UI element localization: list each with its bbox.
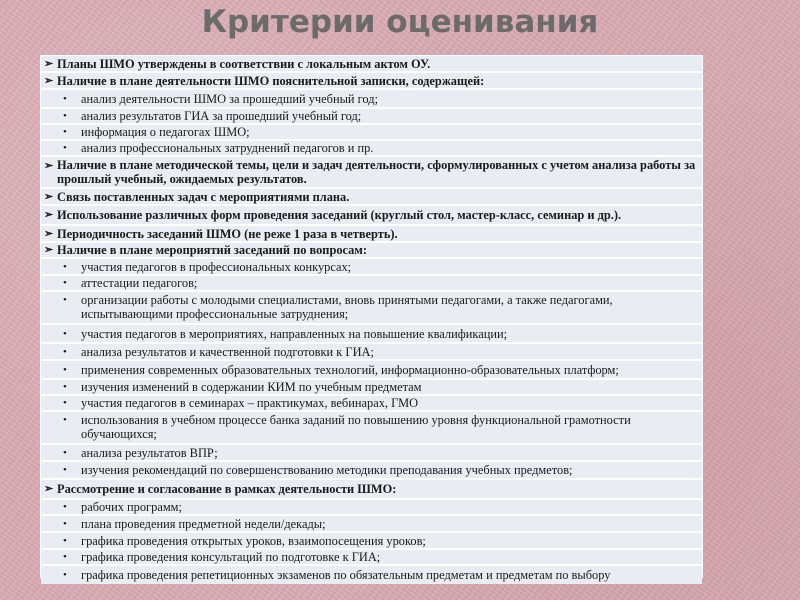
criterion-subitem: • графика проведения открытых уроков, взаимопосещения уроков; xyxy=(41,533,702,550)
arrow-marker-icon: ➢ xyxy=(44,227,54,240)
bullet-icon: • xyxy=(63,92,67,105)
criterion-subitem: • анализ деятельности ШМО за прошедший учебный год; xyxy=(41,90,702,109)
bullet-icon: • xyxy=(63,464,67,476)
arrow-marker-icon: ➢ xyxy=(44,244,54,256)
bullet-icon: • xyxy=(63,569,67,581)
criterion-row: ➢ Связь поставленных задач с мероприятиями плана. xyxy=(41,189,702,206)
bullet-icon: • xyxy=(63,294,67,306)
bullet-icon: • xyxy=(63,551,67,563)
criterion-subitem: • анализ профессиональных затруднений педагогов и пр. xyxy=(41,141,702,157)
criterion-subitem: • изучения изменений в содержании КИМ по учебным предметам xyxy=(41,380,702,396)
arrow-marker-icon: ➢ xyxy=(44,190,54,203)
criterion-row: ➢ Планы ШМО утверждены в соответствии с локальным актом ОУ. xyxy=(41,56,702,73)
bullet-icon: • xyxy=(63,142,67,154)
bullet-icon: • xyxy=(63,501,67,513)
bullet-icon: • xyxy=(63,414,67,426)
bullet-icon: • xyxy=(63,363,67,376)
bullet-icon: • xyxy=(63,397,67,409)
bullet-icon: • xyxy=(63,381,67,393)
criterion-subitem: • анализа результатов ВПР; xyxy=(41,445,702,462)
criterion-subitem: • графика проведения консультаций по подготовке к ГИА; xyxy=(41,550,702,566)
criterion-subitem: • применения современных образовательных технологий, информационно-образовательных платформ; xyxy=(41,361,702,380)
criterion-row: ➢ Рассмотрение и согласование в рамках деятельности ШМО: xyxy=(41,480,702,500)
bullet-icon: • xyxy=(63,260,67,273)
criteria-table xyxy=(40,55,703,582)
bullet-icon: • xyxy=(63,534,67,547)
criterion-subitem: • анализа результатов и качественной подготовки к ГИА; xyxy=(41,344,702,361)
criterion-row: ➢ Наличие в плане деятельности ШМО пояснительной записки, содержащей: xyxy=(41,73,702,90)
bullet-icon: • xyxy=(63,126,67,138)
bullet-icon: • xyxy=(63,446,67,459)
bullet-icon: • xyxy=(63,327,67,340)
criterion-subitem: • графика проведения репетиционных экзаменов по обязательным предметам и предметам по выбору xyxy=(41,566,702,584)
criterion-subitem: • использования в учебном процессе банка заданий по повышению уровня функциональной грамотности обучающихся; xyxy=(41,412,702,445)
criterion-row: ➢ Наличие в плане методической темы, цели и задач деятельности, сформулированных с учетом анализа работы за прошлый учебный, ожидаемых результатов. xyxy=(41,157,702,189)
arrow-marker-icon: ➢ xyxy=(44,209,54,221)
criterion-row: ➢ Периодичность заседаний ШМО (не реже 1 раза в четверть). xyxy=(41,226,702,243)
criterion-row: ➢ Наличие в плане мероприятий заседаний по вопросам: xyxy=(41,243,702,259)
criterion-row: ➢ Использование различных форм проведения заседаний (круглый стол, мастер-класс, семинар и др.). xyxy=(41,206,702,226)
criterion-subitem: • участия педагогов в семинарах – практикумах, вебинарах, ГМО xyxy=(41,396,702,412)
arrow-marker-icon: ➢ xyxy=(44,160,54,172)
criterion-subitem: • информация о педагогах ШМО; xyxy=(41,125,702,141)
slide-title: Критерии оценивания xyxy=(201,4,599,40)
criterion-subitem: • плана проведения предметной недели/декады; xyxy=(41,516,702,533)
criterion-subitem: • участия педагогов в профессиональных конкурсах; xyxy=(41,259,702,276)
arrow-marker-icon: ➢ xyxy=(44,483,54,495)
bullet-icon: • xyxy=(63,277,67,289)
criterion-subitem: • рабочих программ; xyxy=(41,500,702,516)
criterion-subitem: • аттестации педагогов; xyxy=(41,276,702,292)
criterion-subitem: • организации работы с молодыми специалистами, вновь принятыми педагогами, а также педагогами, испытывающими профессиональные затруднения; xyxy=(41,292,702,325)
arrow-marker-icon: ➢ xyxy=(44,74,54,87)
criterion-subitem: • изучения рекомендаций по совершенствованию методики преподавания учебных предметов; xyxy=(41,462,702,480)
bullet-icon: • xyxy=(63,110,67,122)
bullet-icon: • xyxy=(63,345,67,358)
criterion-subitem: • анализ результатов ГИА за прошедший учебный год; xyxy=(41,109,702,125)
bullet-icon: • xyxy=(63,517,67,530)
criterion-subitem: • участия педагогов в мероприятиях, направленных на повышение квалификации; xyxy=(41,325,702,344)
arrow-marker-icon: ➢ xyxy=(44,57,54,70)
